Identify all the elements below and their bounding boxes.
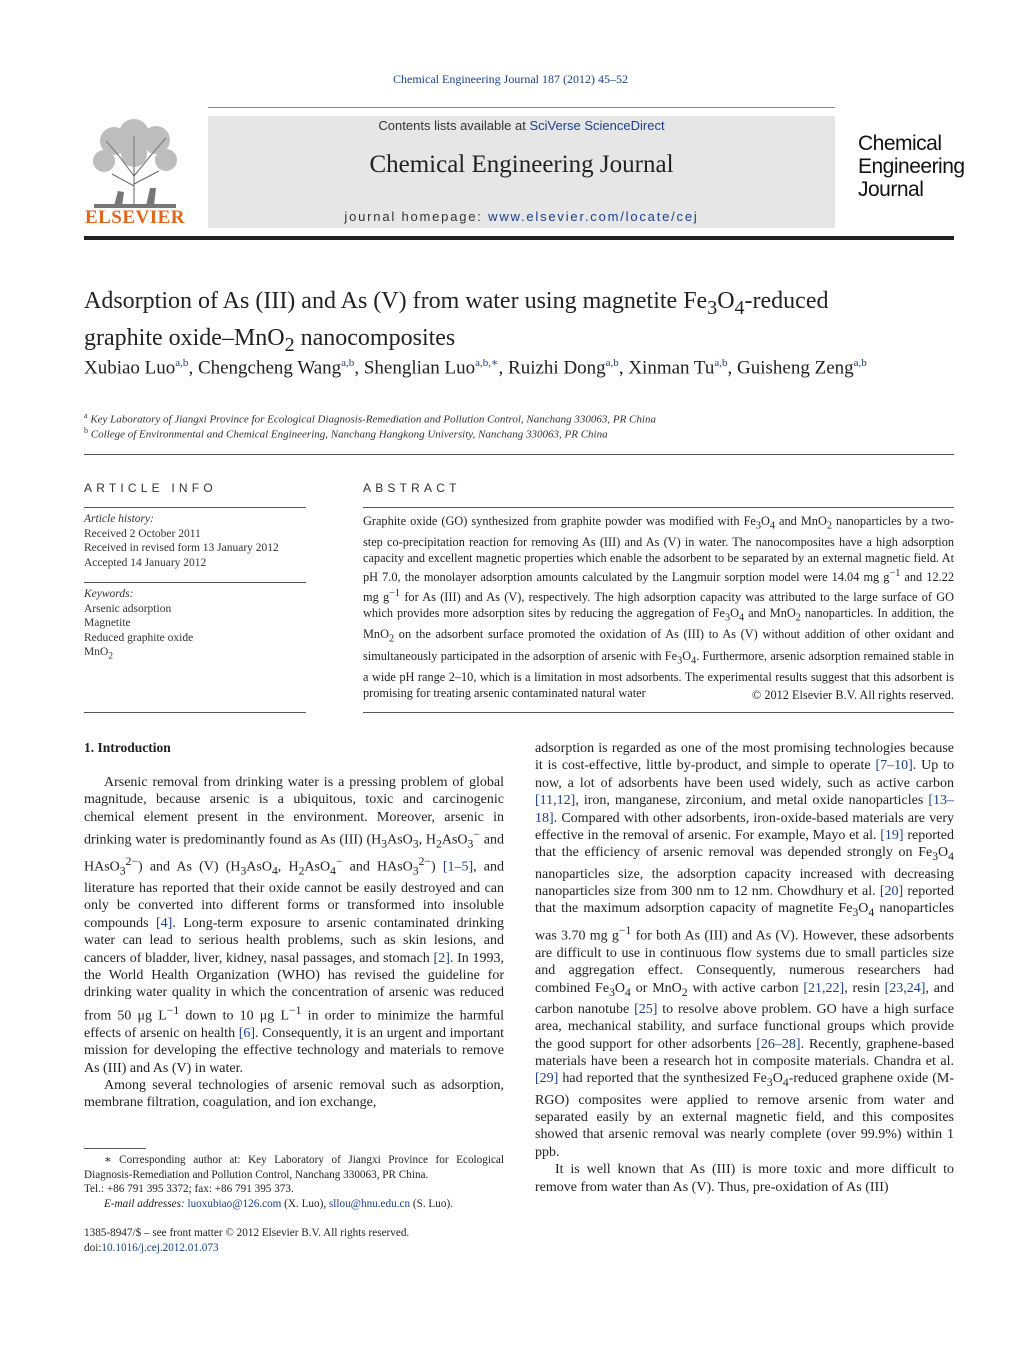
journal-name: Chemical Engineering Journal <box>369 151 674 178</box>
journal-citation[interactable]: Chemical Engineering Journal 187 (2012) 45–52 <box>393 72 628 86</box>
publisher-wordmark: ELSEVIER <box>84 207 186 228</box>
abstract-copyright: © 2012 Elsevier B.V. All rights reserved. <box>751 688 954 702</box>
keyword: Arsenic adsorption <box>84 602 172 615</box>
section-heading-introduction: 1. Introduction <box>84 740 171 755</box>
author[interactable]: Chengcheng Wang <box>197 357 342 379</box>
abstract-rule <box>363 712 954 713</box>
footnote-rule <box>84 1148 146 1149</box>
email-link[interactable]: luoxubiao@126.com <box>187 1197 282 1210</box>
header-rule <box>208 107 835 108</box>
contents-line: Contents lists available at SciVerse ScienceDirect <box>378 118 665 133</box>
keyword: Magnetite <box>84 617 131 629</box>
author[interactable]: Shenglian Luo <box>363 357 476 379</box>
author-list: Xubiao Luo$^{a,b}$, Chengcheng Wang$^{a,b}$, Shenglian Luo$^{a,b,∗}$, Ruizhi Dong$^{a,b}$, Xinman Tu$^{a,b}$, Guisheng Zeng$^{a,b}$ <box>84 357 867 379</box>
info-rule <box>84 582 306 583</box>
tree-icon <box>84 116 186 216</box>
email-link[interactable]: sllou@hnu.edu.cn <box>328 1197 411 1210</box>
sciencedirect-link[interactable]: SciVerse ScienceDirect <box>529 118 665 133</box>
masthead-rule <box>84 236 954 240</box>
article-history: Article history: Received 2 October 2011 Received in revised form 13 January 2012 Accepted 14 January 2012 <box>84 513 279 569</box>
author[interactable]: Xinman Tu <box>628 357 715 379</box>
affiliation-a: $^a$ Key Laboratory of Jiangxi Province for Ecological Diagnosis-Remediation and Pollution Control, Nanchang 330063, PR China <box>84 411 656 426</box>
corresponding-author-note: ∗ Corresponding author at: Key Laboratory of Jiangxi Province for Ecological Diagnosis-Remediation and Pollution Control, Nanchang 330063, PR China. Tel.: +86 791 395 3372; fax: +86 791 395 373. E-mail addresses: luoxubiao@126.com (X. Luo), sllou@hnu.edu.cn (S. Luo). <box>84 1154 504 1210</box>
abstract-rule <box>363 507 954 508</box>
article-info-heading: ARTICLE INFO <box>84 481 217 495</box>
author[interactable]: Ruizhi Dong <box>508 357 606 379</box>
affiliation-b: $^b$ College of Environmental and Chemical Engineering, Nanchang Hangkong University, Nanchang 330063, PR China <box>84 426 608 441</box>
abstract-text: Graphite oxide (GO) synthesized from graphite powder was modified with $Fe_3O_4$ and MnO$_2$ nanoparticles by a two-step co-precipitation reaction for removing As (III) and As (V) in water. The nanocomposites have a high adsorption capacity and excellent magnetic properties which enable the adsorbent to be separated by an external magnetic field. At pH 7.0, the monolayer adsorption amounts calculated by the Langmuir sorption model were 14.04 mg $g^{-1}$ and 12.22 mg $g^{-1}$ for As (III) and As (V), respectively. The high adsorption capacity was attributed to the large surface of GO which provides more adsorption sites by reducing the aggregation of $Fe_3O_4$ and MnO$_2$ nanoparticles. In addition, the MnO$_2$ on the adsorbent surface promoted the oxidation of As (III) to As (V) without addition of other oxidant and simultaneously participated in the adsorption of arsenic with $Fe_3O_4$. Furthermore, arsenic adsorption remained stable in a wide pH range 2–10, which is a limitation in most adsorbents. The experimental results suggest that this adsorbent is promising for treating arsenic contaminated natural water <box>363 514 954 700</box>
keyword: Reduced graphite oxide <box>84 631 194 644</box>
doi-link[interactable]: 10.1016/j.cej.2012.01.073 <box>101 1241 219 1254</box>
issn-doi: 1385-8947/$ – see front matter © 2012 Elsevier B.V. All rights reserved. doi:10.1016/j.cej.2012.01.073 <box>84 1227 410 1254</box>
abstract-heading: ABSTRACT <box>363 481 461 495</box>
section-rule <box>84 454 954 455</box>
journal-homepage: journal homepage: www.elsevier.com/locate/cej <box>344 209 699 224</box>
homepage-link[interactable]: www.elsevier.com/locate/cej <box>488 209 699 224</box>
info-rule <box>84 712 306 713</box>
body-column-right: adsorption is regarded as one of the most promising technologies because it is cost-effective, little by-product, and simple to operate [7–10]. Up to now, a lot of adsorbents have been used widely, such as active carbon [11,12], iron, manganese, zirconium, and metal oxide nanoparticles [13–18]. Compared with other adsorbents, iron-oxide-based materials are very effective in the removal of arsenic. For example, Mayo et al. [19] reported that the efficiency of arsenic removal was depended strongly on $Fe_3O_4$ nanoparticles size, the adsorption capacity increased with decreasing nanoparticles size from 300 nm to 12 nm. Chowdhury et al. [20] reported that the maximum adsorption capacity of magnetite $Fe_3O_4$ nanoparticles was 3.70 mg $g^{-1}$ for both As (III) and As (V). However, these adsorbents are difficult to use in continuous flow systems due to small particles size and aggregation effect. Consequently, numerous researchers had combined $Fe_3O_4$ or MnO$_2$ with active carbon [21,22], resin [23,24], and carbon nanotube [25] to resolve above problem. GO have a high surface area, mechanical stability, and surface functional groups which provide the good support for other adsorbents [26–28]. Recently, graphene-based materials have been a research hot in composite materials. Chandra et al. [29] had reported that the synthesized $Fe_3O_4$-reduced graphene oxide (M-RGO) composites were applied to remove arsenic from water and separated easily by an external magnetic field, and this composites showed that arsenic removal was nearly complete (over 99.9%) within 1 ppb. It is well known that As (III) is more toxic and more difficult to remove from water than As (V). Thus, pre-oxidation of As (III) <box>535 741 954 1195</box>
body-column-left: Arsenic removal from drinking water is a pressing problem of global magnitude, because arsenic is a ubiquitous, toxic and carcinogenic chemical element present in the environment. Moreover, arsenic in drinking water is predominantly found as As (III) ($H_3AsO_3$, $H_2AsO_3^-$ and HAsO$_3^{2-}$) and As (V) ($H_3AsO_4$, $H_2AsO_4^-$ and HAsO$_3^{2-}$) [1–5], and literature has reported that their oxide cannot be easily destroyed and can only be converted into different forms or transformed into insoluble compounds [4]. Long-term exposure to arsenic contaminated drinking water can lead to serious health problems, such as skin lesions, and cancers of bladder, liver, kidney, nasal passages, and stomach [2]. In 1993, the World Health Organization (WHO) has revised the guideline for drinking water quality in which the concentration of arsenic was reduced from 50 μg $L^{-1}$ down to 10 μg $L^{-1}$ in order to minimize the harmful effects of arsenic on health [6]. Consequently, it is an urgent and important mission for developing the effective technology and materials to remove As (III) and As (V) in water. Among several technologies of arsenic removal such as adsorption, membrane filtration, coagulation, and ion exchange, <box>84 775 505 1111</box>
author[interactable]: Guisheng Zeng <box>737 357 854 379</box>
article-title: Adsorption of As (III) and As (V) from water using magnetite $Fe_3O_4$-reduced graphite oxide–MnO$_2$ nanocomposites <box>84 288 829 356</box>
keyword: MnO$_2$ <box>84 646 114 662</box>
keywords: Keywords: Arsenic adsorption Magnetite Reduced graphite oxide MnO$_2$ <box>84 587 306 664</box>
journal-cover-title: Chemical Engineering Journal <box>858 132 965 201</box>
author[interactable]: Xubiao Luo <box>84 357 176 379</box>
info-rule <box>84 507 306 508</box>
